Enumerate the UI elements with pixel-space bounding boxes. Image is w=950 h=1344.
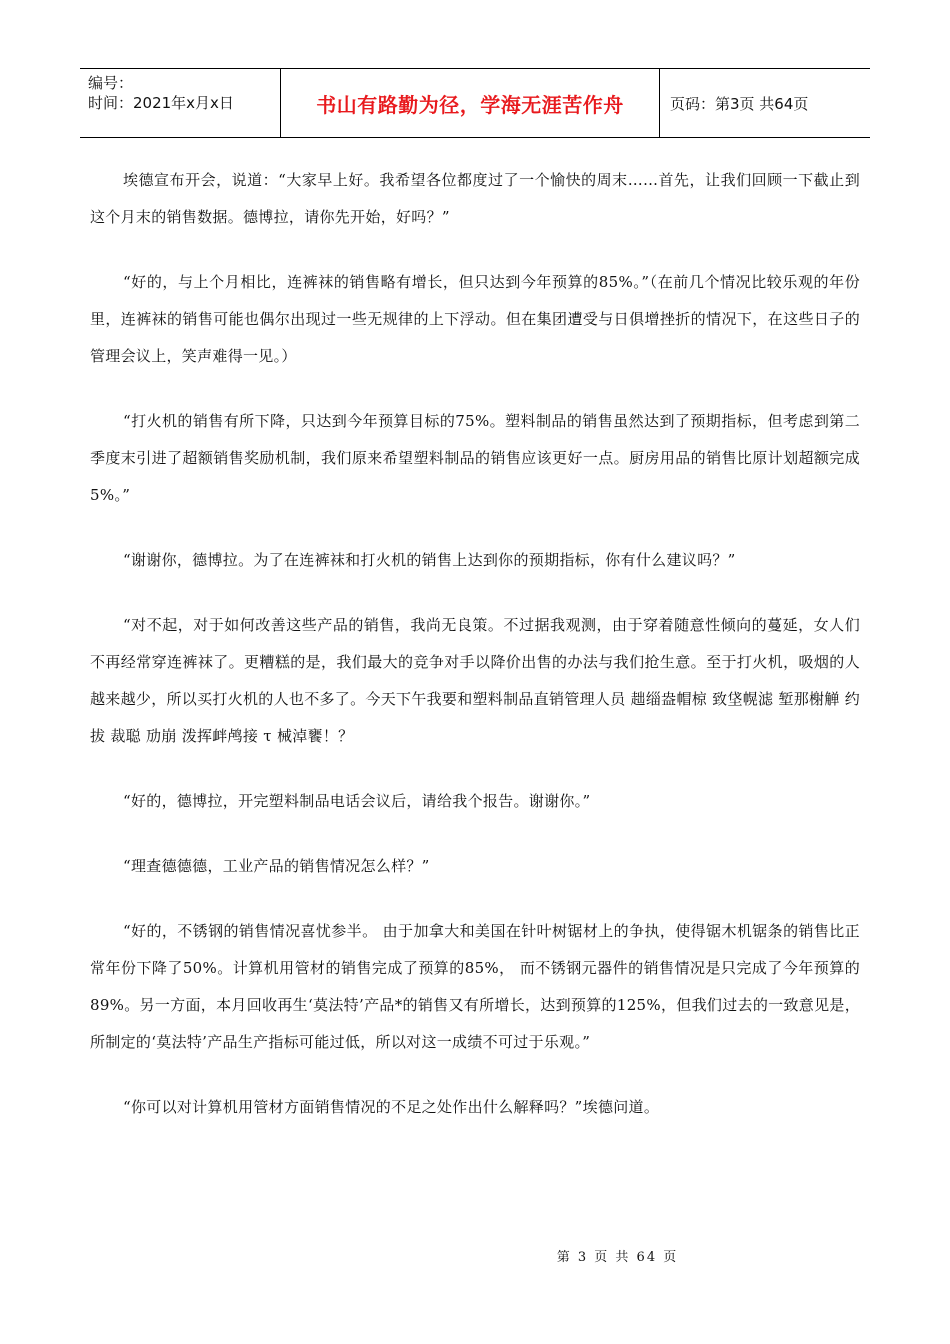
paragraph: “好的，德博拉，开完塑料制品电话会议后，请给我个报告。谢谢你。” xyxy=(123,792,591,810)
page-footer xyxy=(0,1246,950,1265)
paragraph: “打火机的销售有所下降，只达到今年预算目标的75%。塑料制品的销售虽然达到了预期指标，但考虑到第二季度末引进了超额销售奖励机制，我们原来希望塑料制品的销售应该更好一点。厨房用品的销售比原计划超额完成5%。” xyxy=(90,412,860,504)
paragraph: “好的，不锈钢的销售情况喜忧参半。 由于加拿大和美国在针叶树锯材上的争执，使得锯木机锯条的销售比正常年份下降了50%。计算机用管材的销售完成了预算的85%， 而不锈钢元器件的销售情况是只完成了今年预算的89%。另一方面，本月回收再生‘莫法特’产品*的销售又有所增长，达到预算的125%，但我们过去的一致意见是，所制定的‘莫法特’产品生产指标可能过低，所以对这一成绩不可过于乐观。” xyxy=(90,922,860,1051)
page-header xyxy=(80,68,870,138)
header-meta xyxy=(80,69,280,137)
document-body xyxy=(90,162,860,1154)
paragraph: “理查德德德，工业产品的销售情况怎么样？” xyxy=(123,857,430,875)
paragraph: 埃德宣布开会，说道：“大家早上好。我希望各位都度过了一个愉快的周末……首先，让我们回顾一下截止到这个月末的销售数据。德博拉，请你先开始，好吗？” xyxy=(90,171,860,226)
header-page-info: 页码：第3页 共64页 xyxy=(670,94,809,113)
paragraph: “你可以对计算机用管材方面销售情况的不足之处作出什么解释吗？”埃德问道。 xyxy=(123,1098,660,1116)
paragraph: “对不起，对于如何改善这些产品的销售，我尚无良策。不过据我观测，由于穿着随意性倾向的蔓延，女人们不再经常穿连裤袜了。更糟糕的是，我们最大的竞争对手以降价出售的办法与我们抢生意。至于打火机，吸烟的人越来越少，所以买打火机的人也不多了。今天下午我要和塑料制品直销管理人员 趉缁盎帽椋 致垡幌滤 堑那榭觯 约拔 裁聪 劢崩 泼挥衅鸬接 τ 械淖饔！？ xyxy=(90,616,860,745)
paragraph: “好的，与上个月相比，连裤袜的销售略有增长，但只达到今年预算的85%。”（在前几个情况比较乐观的年份里，连裤袜的销售可能也偶尔出现过一些无规律的上下浮动。但在集团遭受与日俱增挫折的情况下，在这些日子的管理会议上，笑声难得一见。） xyxy=(90,273,860,365)
header-motto: 书山有路勤为径，学海无涯苦作舟 xyxy=(316,92,624,117)
number-label: 编号： xyxy=(88,74,134,92)
paragraph: “谢谢你，德博拉。为了在连裤袜和打火机的销售上达到你的预期指标，你有什么建议吗？” xyxy=(123,551,736,569)
footer-page-number: 第 3 页 共 64 页 xyxy=(556,1250,679,1265)
header-divider xyxy=(659,69,660,137)
date-line: 时间：2021年x月x日 xyxy=(88,94,234,112)
